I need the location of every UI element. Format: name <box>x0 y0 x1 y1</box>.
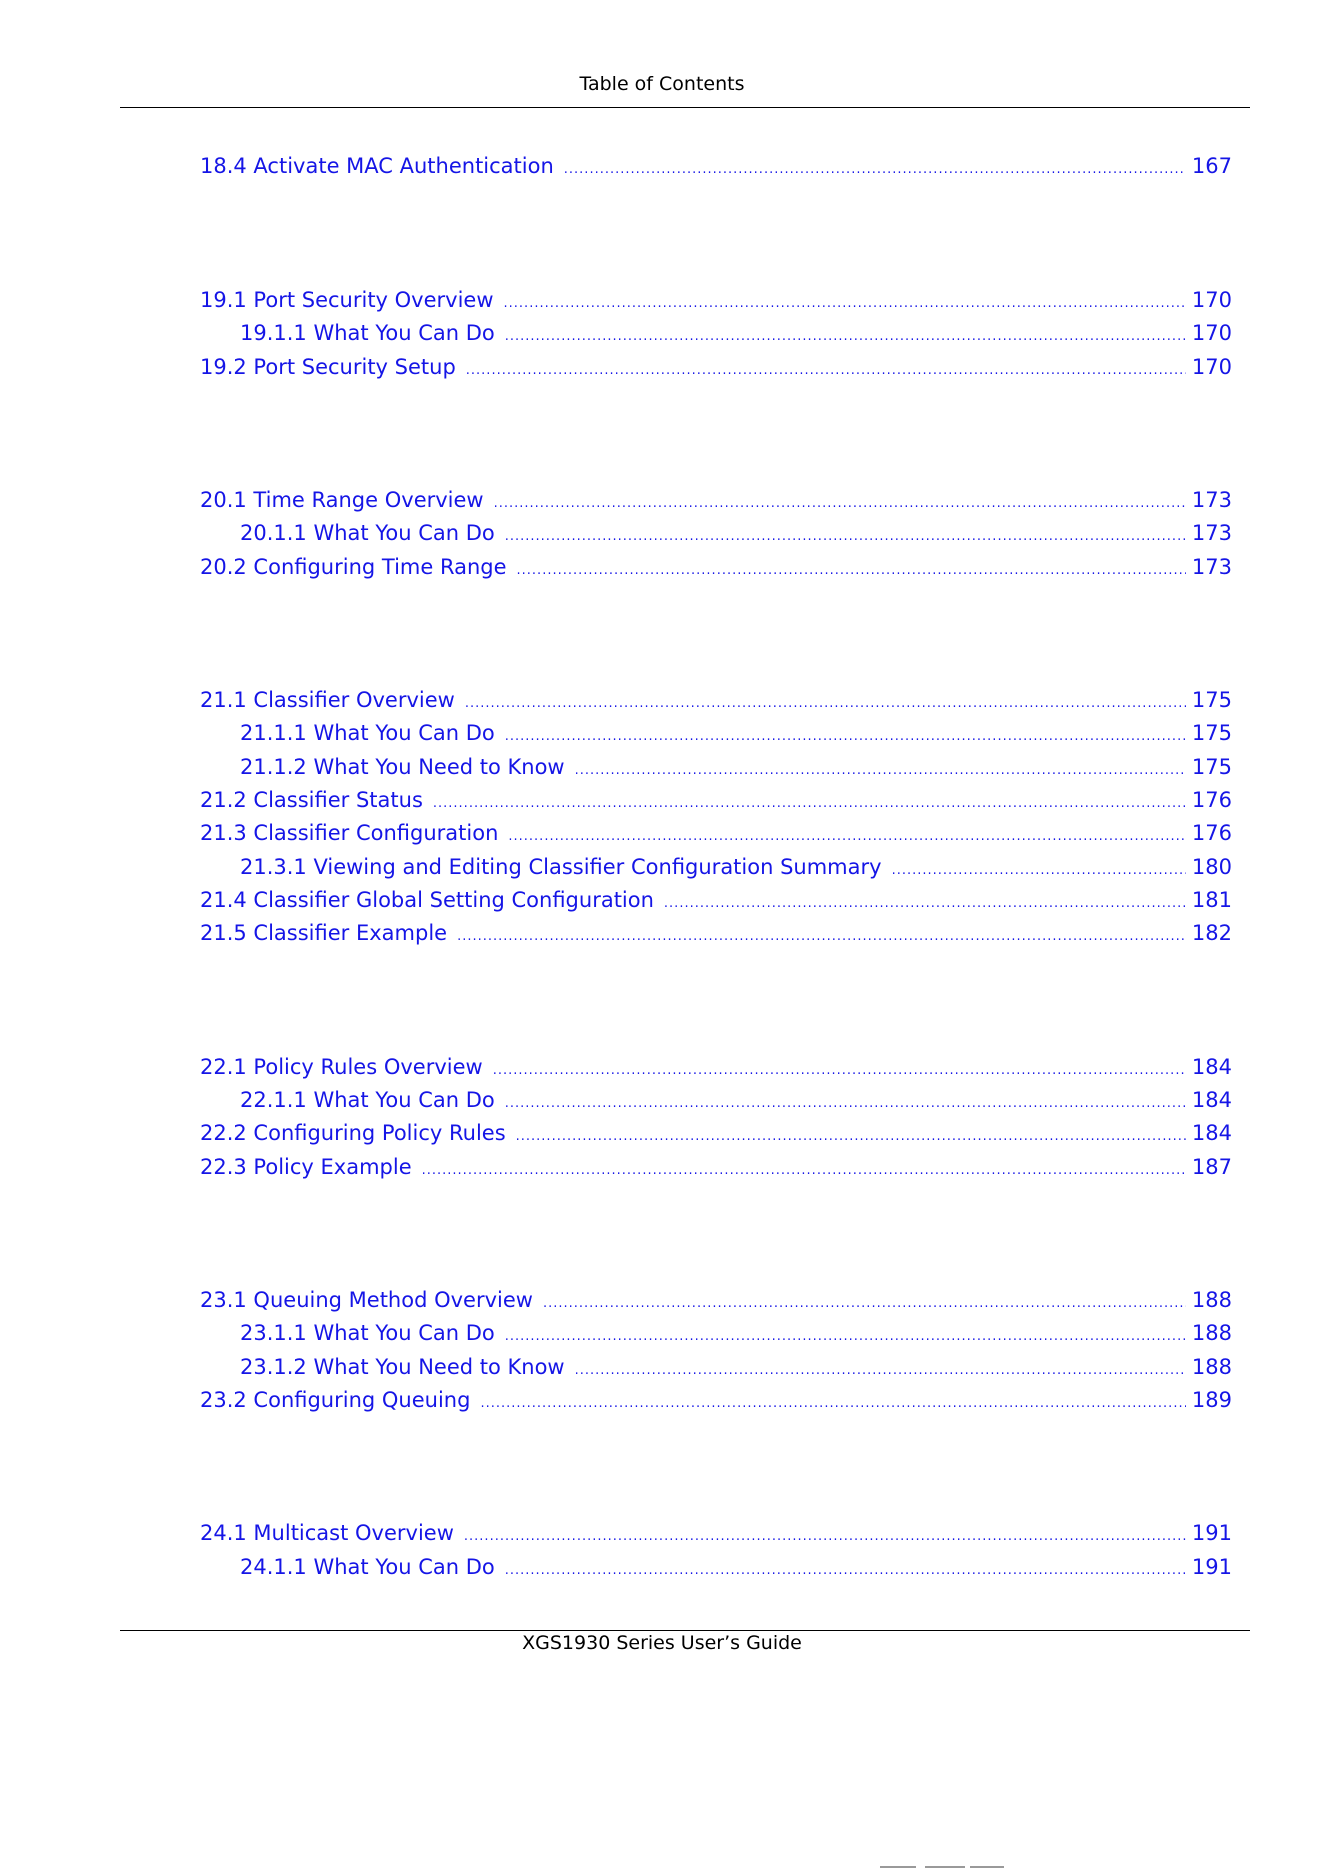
toc-entry-title: 20.2 Configuring Time Range <box>200 555 507 579</box>
scan-mark <box>880 1866 916 1868</box>
dot-leader <box>543 1290 1186 1318</box>
dot-leader <box>422 1157 1186 1185</box>
toc-entry-page: 189 <box>1191 1388 1232 1412</box>
toc-entry[interactable] <box>240 319 1232 351</box>
toc-entry-page: 187 <box>1191 1155 1232 1179</box>
toc-entry[interactable] <box>200 1053 1232 1085</box>
toc-entry-title: 23.1.2 What You Need to Know <box>240 1355 565 1379</box>
toc-entry[interactable] <box>240 1086 1232 1118</box>
dot-leader <box>494 490 1186 518</box>
dot-leader <box>575 757 1186 785</box>
toc-entry-page: 191 <box>1191 1555 1232 1579</box>
toc-entry-title: 22.1 Policy Rules Overview <box>200 1055 483 1079</box>
toc-entry[interactable] <box>200 819 1232 851</box>
toc-entry-page: 175 <box>1191 755 1232 779</box>
dot-leader <box>466 357 1186 385</box>
toc-entry-title: 23.2 Configuring Queuing <box>200 1388 471 1412</box>
toc-entry-page: 175 <box>1191 688 1232 712</box>
toc-entry[interactable] <box>200 1519 1232 1551</box>
toc-entry-page: 184 <box>1191 1121 1232 1145</box>
toc-entry-page: 176 <box>1191 788 1232 812</box>
toc-entry-title: 20.1.1 What You Can Do <box>240 521 495 545</box>
toc-entry-title: 21.4 Classifier Global Setting Configuration <box>200 888 654 912</box>
toc-entry-page: 175 <box>1191 721 1232 745</box>
toc-entry-title: 21.1 Classifier Overview <box>200 688 455 712</box>
dot-leader <box>505 523 1186 551</box>
toc-entry-page: 188 <box>1191 1288 1232 1312</box>
dot-leader <box>564 156 1186 184</box>
toc-entry[interactable] <box>240 853 1232 885</box>
toc-entry-title: 21.3 Classifier Configuration <box>200 821 499 845</box>
table-of-contents <box>200 0 1232 1600</box>
toc-entry-title: 22.3 Policy Example <box>200 1155 412 1179</box>
toc-entry-title: 22.1.1 What You Can Do <box>240 1088 495 1112</box>
footer-title: XGS1930 Series User’s Guide <box>522 1632 802 1654</box>
toc-entry[interactable] <box>240 1353 1232 1385</box>
toc-entry[interactable] <box>200 1386 1232 1418</box>
toc-entry[interactable] <box>200 1119 1232 1151</box>
toc-entry-title: 20.1 Time Range Overview <box>200 488 484 512</box>
toc-entry-page: 173 <box>1191 521 1232 545</box>
toc-entry-page: 170 <box>1191 355 1232 379</box>
dot-leader <box>465 690 1186 718</box>
dot-leader <box>464 1523 1186 1551</box>
toc-entry[interactable] <box>240 753 1232 785</box>
toc-entry-title: 19.1.1 What You Can Do <box>240 321 495 345</box>
toc-entry-title: 19.2 Port Security Setup <box>200 355 456 379</box>
scan-mark <box>970 1866 1004 1868</box>
toc-entry[interactable] <box>200 286 1232 318</box>
dot-leader <box>505 1557 1186 1585</box>
toc-entry-page: 184 <box>1191 1088 1232 1112</box>
toc-entry-title: 24.1.1 What You Can Do <box>240 1555 495 1579</box>
toc-entry[interactable] <box>200 886 1232 918</box>
toc-entry[interactable] <box>200 553 1232 585</box>
dot-leader <box>664 890 1186 918</box>
toc-entry-page: 191 <box>1191 1521 1232 1545</box>
toc-entry-title: 21.2 Classifier Status <box>200 788 423 812</box>
toc-entry[interactable] <box>200 919 1232 951</box>
dot-leader <box>505 1323 1186 1351</box>
toc-entry[interactable] <box>240 1319 1232 1351</box>
toc-entry-title: 23.1.1 What You Can Do <box>240 1321 495 1345</box>
dot-leader <box>505 323 1186 351</box>
toc-entry[interactable] <box>200 1286 1232 1318</box>
toc-entry-page: 182 <box>1191 921 1232 945</box>
toc-entry-page: 188 <box>1191 1321 1232 1345</box>
toc-entry-page: 188 <box>1191 1355 1232 1379</box>
dot-leader <box>504 290 1186 318</box>
dot-leader <box>892 857 1186 885</box>
toc-entry-page: 184 <box>1191 1055 1232 1079</box>
toc-entry-page: 167 <box>1191 154 1232 178</box>
toc-entry[interactable] <box>240 1553 1232 1585</box>
toc-entry-page: 181 <box>1191 888 1232 912</box>
toc-entry-title: 23.1 Queuing Method Overview <box>200 1288 533 1312</box>
toc-entry-page: 176 <box>1191 821 1232 845</box>
toc-entry-title: 24.1 Multicast Overview <box>200 1521 454 1545</box>
scan-mark <box>925 1866 965 1868</box>
dot-leader <box>480 1390 1185 1418</box>
toc-entry-page: 180 <box>1191 855 1232 879</box>
dot-leader <box>505 723 1186 751</box>
dot-leader <box>516 1123 1186 1151</box>
toc-entry-page: 170 <box>1191 288 1232 312</box>
toc-entry[interactable] <box>200 152 1232 184</box>
toc-entry-page: 170 <box>1191 321 1232 345</box>
toc-entry[interactable] <box>240 719 1232 751</box>
toc-entry-title: 19.1 Port Security Overview <box>200 288 494 312</box>
toc-entry[interactable] <box>200 1153 1232 1185</box>
toc-entry-title: 21.1.2 What You Need to Know <box>240 755 565 779</box>
toc-entry-title: 22.2 Configuring Policy Rules <box>200 1121 506 1145</box>
toc-entry[interactable] <box>240 519 1232 551</box>
toc-entry-title: 21.3.1 Viewing and Editing Classifier Configuration Summary <box>240 855 882 879</box>
dot-leader <box>575 1357 1186 1385</box>
dot-leader <box>508 823 1186 851</box>
toc-entry-page: 173 <box>1191 555 1232 579</box>
dot-leader <box>457 923 1186 951</box>
dot-leader <box>433 790 1186 818</box>
dot-leader <box>505 1090 1186 1118</box>
toc-entry-title: 21.5 Classifier Example <box>200 921 448 945</box>
toc-entry[interactable] <box>200 486 1232 518</box>
dot-leader <box>517 557 1186 585</box>
toc-entry[interactable] <box>200 353 1232 385</box>
toc-entry-page: 173 <box>1191 488 1232 512</box>
toc-entry-title: 21.1.1 What You Can Do <box>240 721 495 745</box>
toc-entry-title: 18.4 Activate MAC Authentication <box>200 154 554 178</box>
dot-leader <box>493 1057 1186 1085</box>
toc-entry[interactable] <box>200 786 1232 818</box>
header-title: Table of Contents <box>579 73 745 95</box>
toc-entry[interactable] <box>200 686 1232 718</box>
